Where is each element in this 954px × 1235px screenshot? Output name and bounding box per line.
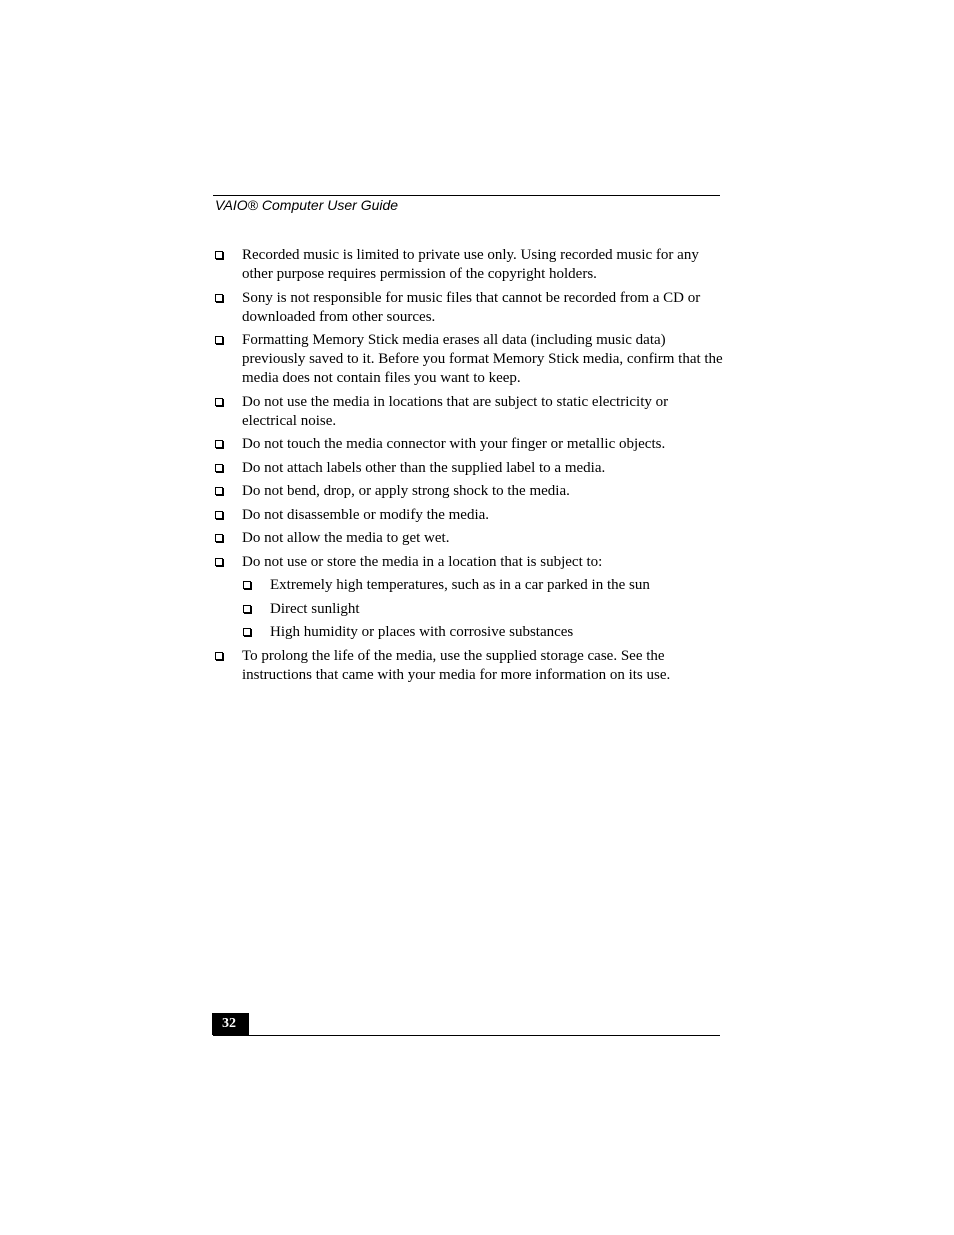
checkbox-bullet-icon xyxy=(215,440,223,448)
running-header: VAIO® Computer User Guide xyxy=(215,197,399,213)
checkbox-bullet-icon xyxy=(215,336,223,344)
sub-list-item xyxy=(213,576,723,595)
list-item xyxy=(213,553,723,572)
list-item xyxy=(213,331,723,388)
checkbox-bullet-icon xyxy=(215,487,223,495)
footer-rule xyxy=(213,1035,720,1036)
sub-list-item-text: Extremely high temperatures, such as in a car parked in the sun xyxy=(270,577,650,593)
list-item-text: Do not touch the media connector with your finger or metallic objects. xyxy=(242,436,666,452)
list-item xyxy=(213,529,723,548)
checkbox-bullet-icon xyxy=(215,558,223,566)
checkbox-bullet-icon xyxy=(215,652,223,660)
list-item-text: Do not use the media in locations that are subject to static electricity or electrical noise. xyxy=(242,393,669,429)
list-item xyxy=(213,647,723,685)
checkbox-bullet-icon xyxy=(243,628,251,636)
page-number: 32 xyxy=(212,1013,249,1035)
list-item xyxy=(213,482,723,501)
list-item-text: Do not disassemble or modify the media. xyxy=(242,506,490,523)
list-item-text: Do not allow the media to get wet. xyxy=(242,530,450,546)
list-item xyxy=(213,435,723,454)
checkbox-bullet-icon xyxy=(243,605,251,613)
checkbox-bullet-icon xyxy=(215,398,223,406)
list-item xyxy=(213,246,723,284)
list-item xyxy=(213,506,723,525)
list-item-text: Formatting Memory Stick media erases all data (including music data) previously saved to it. Before you format Memory Stick media, confirm that the media does not contain files you want to keep. xyxy=(242,332,723,386)
checkbox-bullet-icon xyxy=(215,511,223,519)
list-item xyxy=(213,289,723,327)
list-item-text: Sony is not responsible for music files that cannot be recorded from a CD or downloaded from other sources. xyxy=(242,289,701,325)
list-item-text: To prolong the life of the media, use the supplied storage case. See the instructions that came with your media for more information on its use. xyxy=(242,647,671,683)
list-item-text: Recorded music is limited to private use only. Using recorded music for any other purpose requires permission of the copyright holders. xyxy=(242,247,699,282)
list-item xyxy=(213,393,723,431)
checkbox-bullet-icon xyxy=(215,294,223,302)
checkbox-bullet-icon xyxy=(215,251,223,259)
checkbox-bullet-icon xyxy=(215,464,223,472)
bullet-list xyxy=(213,246,723,689)
sub-list-item-text: High humidity or places with corrosive substances xyxy=(270,624,574,640)
sub-list-item xyxy=(213,600,723,619)
list-item-text: Do not use or store the media in a location that is subject to: xyxy=(242,553,603,570)
list-item xyxy=(213,459,723,478)
header-rule xyxy=(213,195,720,196)
list-item-text: Do not bend, drop, or apply strong shock to the media. xyxy=(242,483,570,499)
sub-list-item xyxy=(213,623,723,642)
checkbox-bullet-icon xyxy=(215,534,223,542)
checkbox-bullet-icon xyxy=(243,581,251,589)
sub-list-item-text: Direct sunlight xyxy=(270,600,360,617)
list-item-text: Do not attach labels other than the supplied label to a media. xyxy=(242,459,606,476)
